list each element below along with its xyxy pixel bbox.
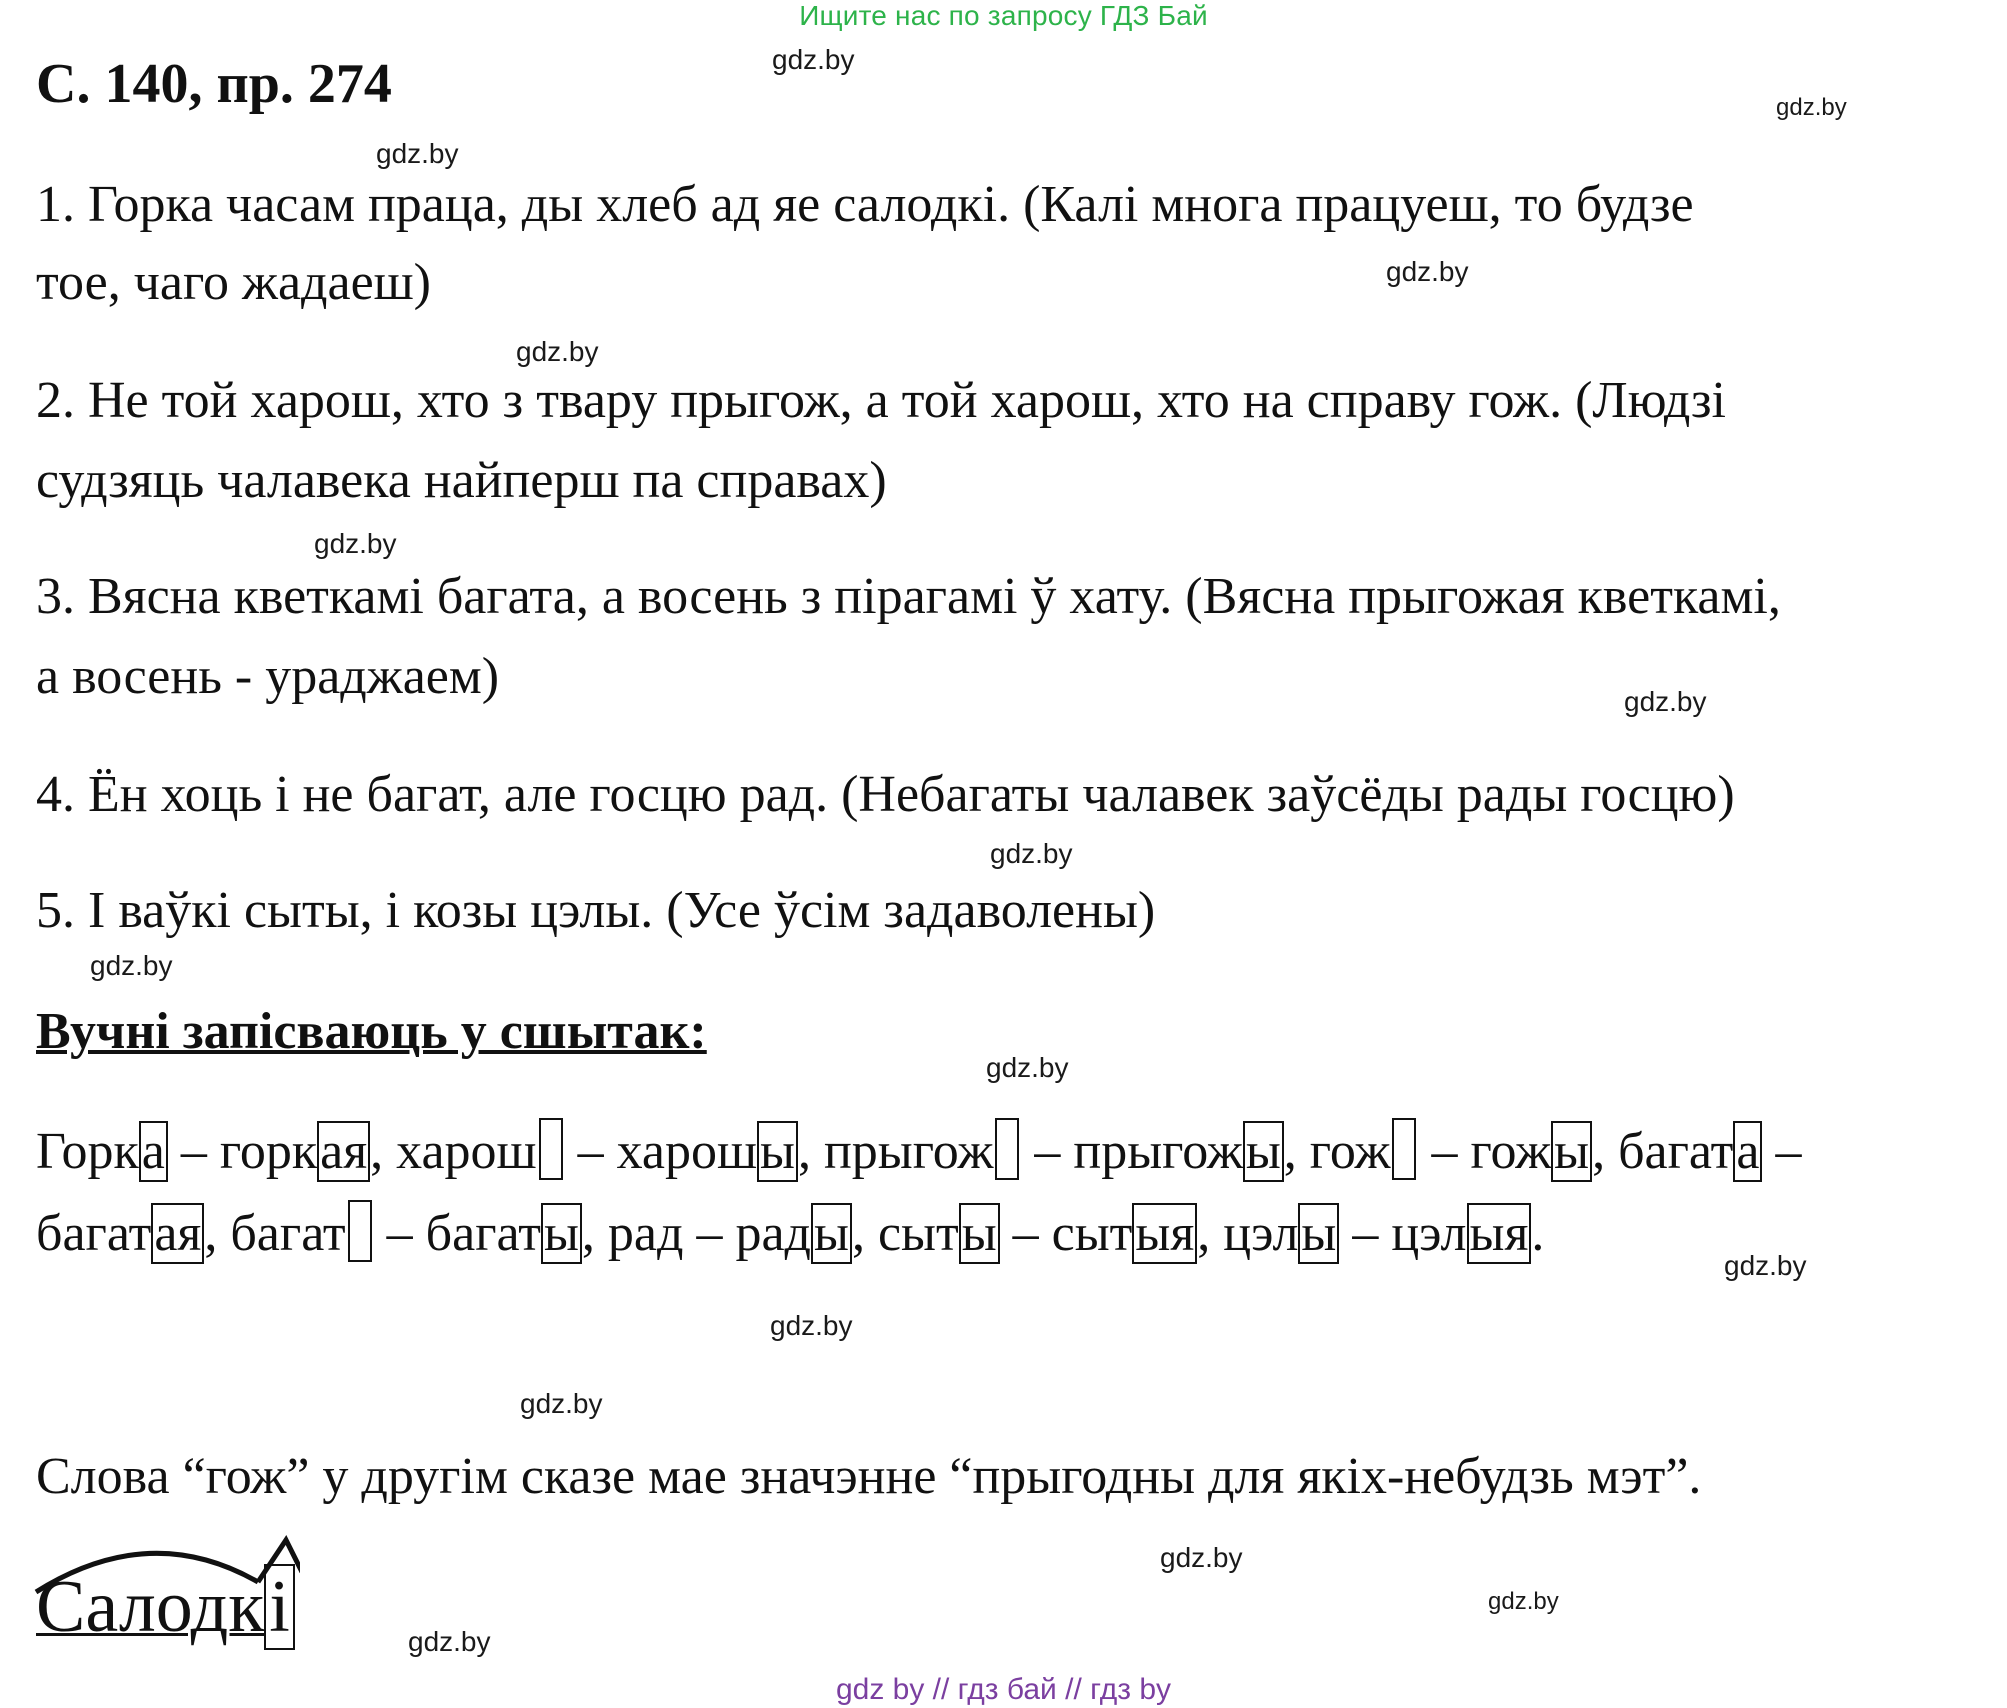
morpheme-stem: Салодк [36, 1566, 265, 1648]
separator: – [1762, 1123, 1802, 1180]
item-5-line-1: 5. І ваўкі сыты, і козы цэлы. (Усе ўсім задаволены) [36, 882, 1156, 939]
separator: , [1197, 1205, 1224, 1262]
zero-ending-box [539, 1118, 563, 1180]
zero-ending-box [348, 1200, 372, 1262]
item-3-line-1: 3. Вясна кветкамі багата, а восень з пірагамі ў хату. (Вясна прыгожая кветкамі, [36, 568, 1781, 625]
ending-box: а [1733, 1121, 1762, 1182]
zero-ending-box [1392, 1118, 1416, 1180]
separator: – [1339, 1205, 1392, 1262]
word-stem: багат [425, 1205, 541, 1262]
separator: , [1592, 1123, 1619, 1180]
word-stem: харош [616, 1123, 758, 1180]
word-stem: харош [396, 1123, 537, 1180]
separator: , рад – [581, 1205, 736, 1262]
word-stem: горк [219, 1123, 318, 1180]
separator: – [373, 1205, 426, 1262]
word-stem: багат [230, 1205, 346, 1262]
watermark: gdz.by [770, 1310, 853, 1341]
separator: – [1418, 1123, 1471, 1180]
item-4-line-1: 4. Ён хоць і не багат, але госцю рад. (Небагаты чалавек заўсёды рады госцю) [36, 766, 1735, 823]
word-stem: гож [1309, 1123, 1391, 1180]
watermark: gdz.by [90, 950, 173, 981]
separator: – [1021, 1123, 1074, 1180]
exercise-heading: С. 140, пр. 274 [36, 53, 392, 115]
watermark: gdz.by [520, 1388, 603, 1419]
ending-box: ы [811, 1203, 852, 1264]
ending-box: ыя [1132, 1203, 1197, 1264]
word-stem: прыгож [823, 1123, 994, 1180]
separator: – [167, 1123, 220, 1180]
word-stem: Горк [36, 1123, 139, 1180]
separator: , [370, 1123, 397, 1180]
word-stem: гож [1470, 1123, 1552, 1180]
word-stem: багат [1618, 1123, 1734, 1180]
watermark: gdz.by [1386, 256, 1469, 287]
watermark: gdz.by [376, 138, 459, 169]
separator: , [204, 1205, 231, 1262]
separator: – [999, 1205, 1052, 1262]
watermark: gdz.by [1724, 1250, 1807, 1281]
item-1-line-2: тое, чаго жадаеш) [36, 254, 432, 311]
zero-ending-box [995, 1118, 1019, 1180]
word-stem: прыгож [1073, 1123, 1243, 1180]
watermark: gdz.by [314, 528, 397, 559]
watermark: gdz.by [516, 336, 599, 367]
separator: , [1283, 1123, 1310, 1180]
word-stem: цэл [1223, 1205, 1299, 1262]
section-subheading: Вучні запісваюць у сшытак: [36, 1003, 707, 1060]
word-stem: цэл [1391, 1205, 1467, 1262]
watermark: gdz.by [772, 44, 855, 75]
separator: . [1531, 1205, 1545, 1262]
separator: , [797, 1123, 824, 1180]
explanation-note: Слова “гож” у другім сказе мае значэнне “прыгодны для якіх-небудзь мэт”. [36, 1448, 1702, 1505]
ending-box: ы [1551, 1121, 1592, 1182]
word-stem: сыт [1051, 1205, 1133, 1262]
watermark: gdz.by [1776, 94, 1847, 121]
word-stem: рад [735, 1205, 812, 1262]
watermark: gdz.by [990, 838, 1073, 869]
morpheme-word [36, 1566, 295, 1648]
ending-box: ы [1243, 1121, 1284, 1182]
word-stem: багат [36, 1205, 152, 1262]
watermark: gdz.by [408, 1626, 491, 1657]
top-banner[interactable]: Ищите нас по запросу ГДЗ Бай [799, 0, 1208, 31]
footer-links[interactable]: gdz by // гдз бай // гдз by [835, 1673, 1172, 1706]
item-3-line-2: а восень - ураджаем) [36, 648, 500, 705]
item-2-line-1: 2. Не той харош, хто з твару прыгож, а той харош, хто на справу гож. (Людзі [36, 372, 1726, 429]
ending-box: ыя [1467, 1203, 1532, 1264]
word-pairs-line-2 [36, 1200, 1544, 1262]
separator: – [564, 1123, 617, 1180]
watermark: gdz.by [1160, 1542, 1243, 1573]
separator: , [851, 1205, 878, 1262]
ending-box: ы [541, 1203, 582, 1264]
item-1-line-1: 1. Горка часам праца, ды хлеб ад яе салодкі. (Калі многа працуеш, то будзе [36, 176, 1694, 233]
watermark: gdz.by [1624, 686, 1707, 717]
watermark: gdz.by [986, 1052, 1069, 1083]
word-pairs-line-1 [36, 1118, 1801, 1180]
ending-box: ая [151, 1203, 204, 1264]
ending-box: ы [757, 1121, 798, 1182]
morpheme-ending-box: і [264, 1564, 295, 1650]
ending-box: ая [317, 1121, 370, 1182]
ending-box: ы [959, 1203, 1000, 1264]
ending-box: а [139, 1121, 168, 1182]
word-stem: сыт [877, 1205, 959, 1262]
watermark: gdz.by [1488, 1588, 1559, 1615]
item-2-line-2: судзяць чалавека найперш па справах) [36, 452, 887, 509]
ending-box: ы [1298, 1203, 1339, 1264]
